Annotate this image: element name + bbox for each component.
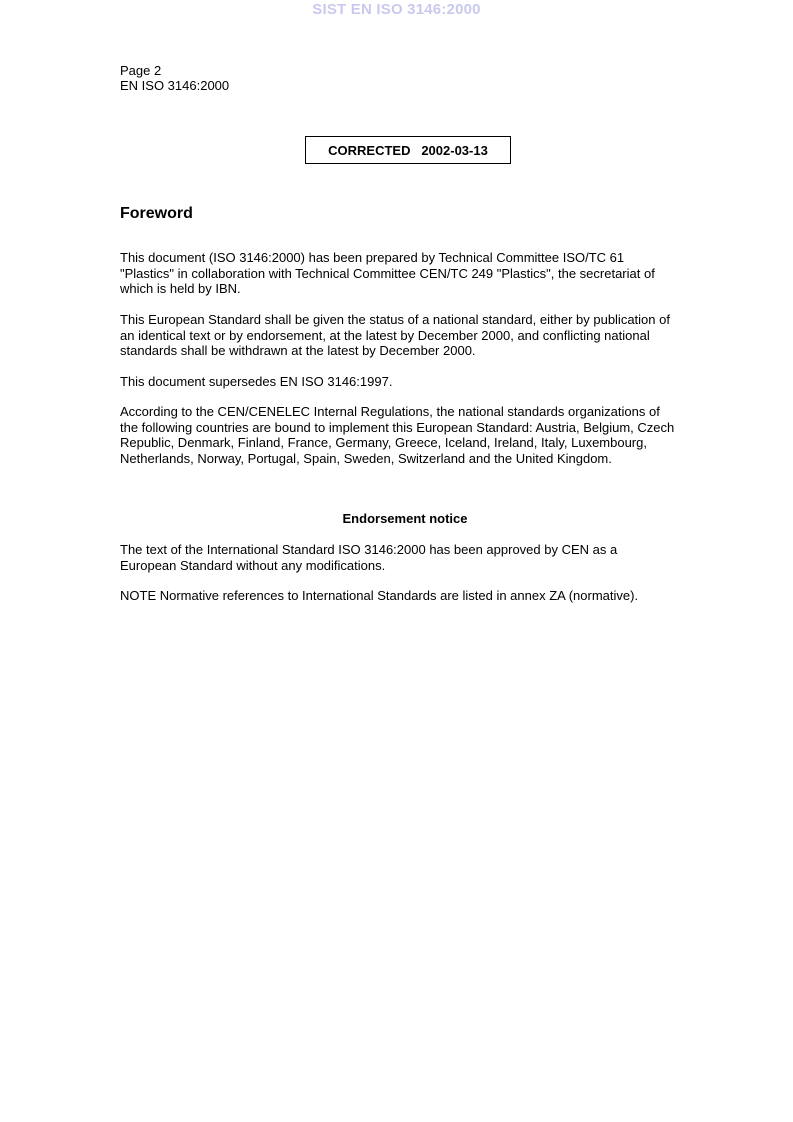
foreword-paragraph-2: [120, 312, 700, 359]
text-line: which is held by IBN.: [120, 281, 241, 297]
foreword-paragraph-4: [120, 404, 700, 466]
text-line: Netherlands, Norway, Portugal, Spain, Sweden, Switzerland and the United Kingdom.: [120, 450, 612, 466]
endorsement-heading: Endorsement notice: [342, 511, 468, 526]
text-line: "Plastics" in collaboration with Technical Committee CEN/TC 249 "Plastics", the secretariat of: [120, 265, 655, 281]
foreword-paragraph-3: [120, 374, 700, 390]
endorsement-paragraph: [120, 542, 700, 573]
text-line: This document (ISO 3146:2000) has been prepared by Technical Committee ISO/TC 61: [120, 250, 625, 265]
text-line: an identical text or by endorsement, at the latest by December 2000, and conflicting national: [120, 327, 650, 343]
page-number: Page 2: [120, 63, 162, 78]
page-header: [120, 63, 229, 93]
text-line: This European Standard shall be given the status of a national standard, either by publication of: [120, 312, 670, 327]
text-line: European Standard without any modifications.: [120, 557, 386, 573]
text-line: Republic, Denmark, Finland, France, Germany, Greece, Iceland, Ireland, Italy, Luxembourg,: [120, 435, 647, 451]
foreword-paragraph-1: [120, 250, 700, 297]
watermark: SIST EN ISO 3146:2000: [312, 1, 481, 18]
text-line: NOTE Normative references to International Standards are listed in annex ZA (normative).: [120, 588, 639, 603]
text-line: the following countries are bound to implement this European Standard: Austria, Belgium, Czech: [120, 419, 675, 435]
text-line: standards shall be withdrawn at the latest by December 2000.: [120, 343, 476, 359]
text-line: According to the CEN/CENELEC Internal Regulations, the national standards organizations of: [120, 404, 660, 419]
foreword-heading: Foreword: [120, 205, 193, 222]
normative-note: [120, 588, 700, 604]
document-id: EN ISO 3146:2000: [120, 78, 230, 93]
text-line: This document supersedes EN ISO 3146:1997.: [120, 374, 393, 389]
corrected-stamp: CORRECTED 2002-03-13: [305, 136, 511, 164]
text-line: The text of the International Standard ISO 3146:2000 has been approved by CEN as a: [120, 542, 618, 557]
